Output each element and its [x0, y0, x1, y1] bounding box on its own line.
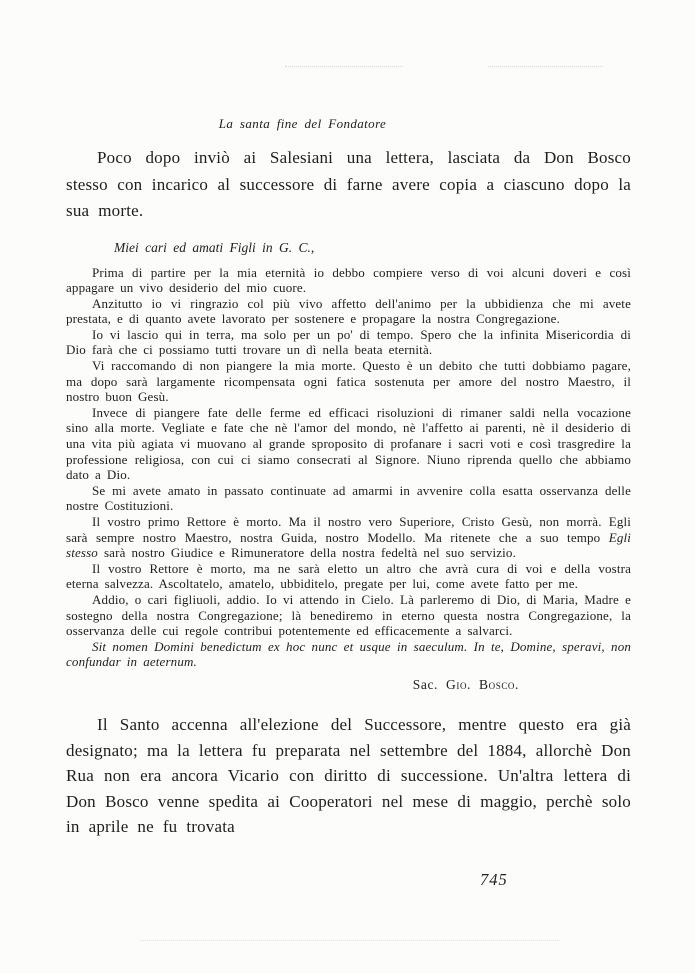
scan-artifact — [488, 66, 603, 67]
letter-paragraph: Io vi lascio qui in terra, ma solo per un po' di tempo. Spero che la infinita Misericordia di Dio farà che ci possiamo tutti trovare un dì nella beata eternità. — [66, 326, 631, 358]
letter-paragraph — [66, 514, 631, 561]
scan-artifact — [140, 940, 560, 941]
letter-paragraph: Prima di partire per la mia eternità io debbo compiere verso di voi alcuni doveri e così appagare un vivo desiderio del mio cuore. — [66, 264, 631, 296]
running-head: La santa fine del Fondatore — [218, 116, 387, 131]
letter-paragraph: Il vostro Rettore è morto, ma ne sarà eletto un altro che avrà cura di voi e della vostra eterna salvezza. Ascoltatelo, amatelo, ubbiditelo, pregate per lui, come avete fatto per me. — [66, 560, 631, 592]
letter-latin-quote: Sit nomen Domini benedictum ex hoc nunc et usque in saeculum. In te, Domine, speravi, non confundar in aeternum. — [66, 638, 631, 670]
signature-prefix: Sac. — [412, 676, 447, 692]
paragraph-intro: Poco dopo inviò ai Salesiani una lettera, lasciata da Don Bosco stesso con incarico al successore di farne avere copia a ciascuno dopo la sua morte. — [66, 148, 631, 220]
letter-paragraph: Anzitutto io vi ringrazio col più vivo affetto dell'animo per la ubbidienza che mi avete prestata, e di quanto avete lavorato per sostenere e propagare la nostra Congregazione. — [66, 295, 631, 327]
letter-text-emphasis: Egli stesso — [66, 529, 631, 561]
signature-name: Gio. Bosco. — [446, 676, 519, 692]
letter-paragraph: Invece di piangere fate delle ferme ed efficaci risoluzioni di rimaner saldi nella vocazione sino alla morte. Vegliate e fate che nè l'amor del mondo, nè l'affetto ai parenti, nè il desiderio di una vita più agiata vi muovano al grande sproposito di profanare i sacri voti e così trasgredire la professione religiosa, con cui ci siamo consecrati al Signore. Niuno riprenda quello che abbiamo dato a Dio. — [66, 404, 631, 483]
letter-text: Il vostro primo Rettore è morto. Ma il nostro vero Superiore, Cristo Gesù, non morrà. Egli sarà sempre nostro Maestro, nostra Guida, nostro Modello. Ma ritenete che a suo tempo — [66, 514, 631, 545]
letter-salutation: Miei cari ed amati Figli in G. C., — [114, 239, 315, 255]
letter-signature — [66, 677, 631, 693]
scan-artifact — [285, 66, 403, 67]
letter-paragraph: Se mi avete amato in passato continuate ad amarmi in avvenire colla esatta osservanza delle nostre Costituzioni. — [66, 482, 631, 514]
paragraph-closing: Il Santo accenna all'elezione del Successore, mentre questo era già designato; ma la lettera fu preparata nel settembre del 1884, allorchè Don Rua non era ancora Vicario con diritto di successione. Un'altra lettera di Don Bosco venne spedita ai Cooperatori nel mese di maggio, perchè solo in aprile ne fu trovata — [66, 714, 631, 837]
letter-paragraph: Vi raccomando di non piangere la mia morte. Questo è un debito che tutti dobbiamo pagare, ma dopo sarà largamente ricompensata ogni fatica sostenuta per amore del nostro Maestro, il nostro buon Gesù. — [66, 358, 631, 405]
page-number: 745 — [480, 870, 508, 889]
letter-paragraph: Addio, o cari figliuoli, addio. Io vi attendo in Cielo. Là parleremo di Dio, di Maria, Madre e sostegno della nostra Congregazione; là benediremo in eterno questa nostra Congregazione, la osservanza delle cui regole contribui potentemente ed efficacemente a salvarci. — [66, 591, 631, 639]
letter-text: sarà nostro Giudice e Rimuneratore della nostra fedeltà nel suo servizio. — [97, 545, 516, 561]
